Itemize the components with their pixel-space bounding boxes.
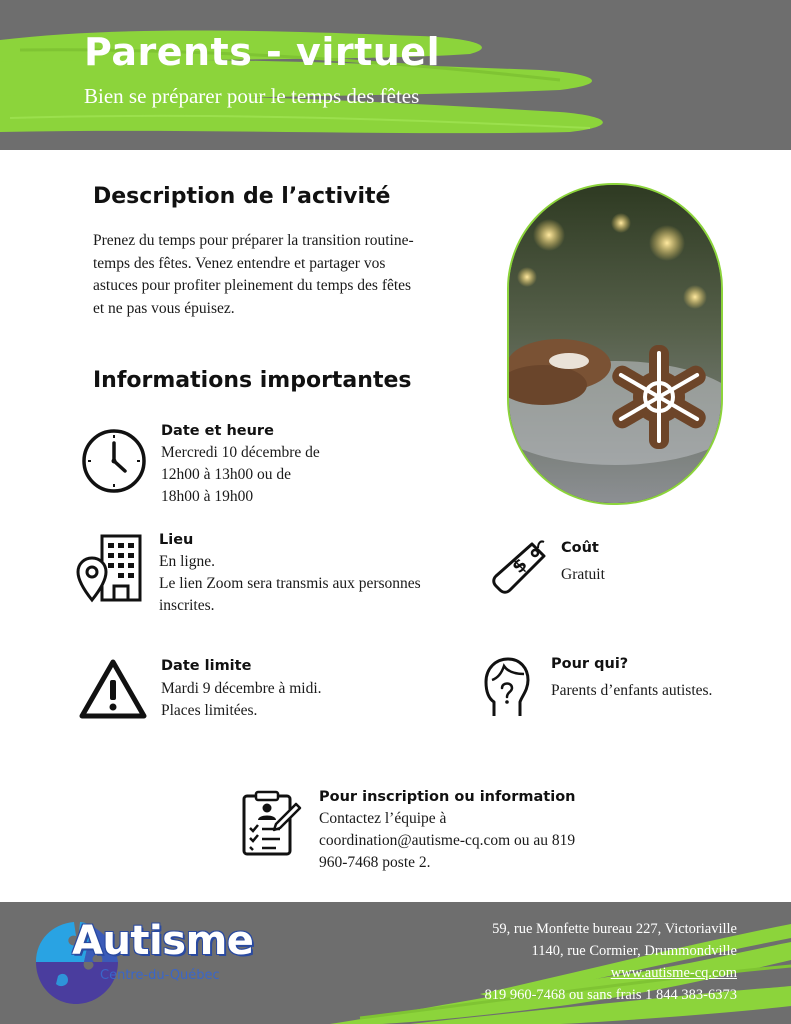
autisme-logo [32, 916, 254, 1008]
pour-qui-value: Parents d’enfants autistes. [551, 682, 713, 699]
logo-subtitle: Centre-du-Québec [100, 968, 220, 983]
cout-label: Coût [561, 540, 599, 556]
date-value: Mercredi 10 décembre de 12h00 à 13h00 ou de 18h00 à 19h00 [161, 444, 320, 505]
clipboard-icon [240, 790, 304, 858]
price-tag-icon [486, 538, 548, 600]
page-subtitle: Bien se préparer pour le temps des fêtes [84, 84, 420, 108]
lieu-value: En ligne. Le lien Zoom sera transmis aux personnes inscrites. [159, 553, 421, 614]
warning-icon [78, 658, 148, 720]
contact-block [484, 918, 737, 1006]
address-victoriaville: 59, rue Monfette bureau 227, Victoriaville [492, 921, 737, 937]
address-drummondville: 1140, rue Cormier, Drummondville [531, 943, 737, 959]
lieu-label: Lieu [159, 532, 194, 548]
location-building-icon [76, 532, 148, 604]
cout-value: Gratuit [561, 566, 605, 583]
limite-label: Date limite [161, 658, 252, 674]
green-brush-stroke [0, 0, 791, 150]
limite-value: Mardi 9 décembre à midi. Places limitées. [161, 680, 322, 719]
page-title: Parents - virtuel [84, 30, 441, 74]
phone-numbers: 819 960-7468 ou sans frais 1 844 383-6373 [484, 987, 737, 1003]
description-text: Prenez du temps pour préparer la transition routine-temps des fêtes. Venez entendre et partager vos astuces pour profiter pleinement du temps des fêtes et ne pas vous épuisez. [93, 232, 414, 317]
logo-wordmark: Autisme [72, 918, 254, 964]
inscription-value: Contactez l’équipe à coordination@autisme-cq.com ou au 819 960-7468 poste 2. [319, 810, 576, 871]
svg-text:$: $ [507, 554, 532, 578]
person-question-icon [484, 656, 530, 718]
website-link[interactable]: www.autisme-cq.com [610, 965, 737, 981]
pour-qui-label: Pour qui? [551, 656, 629, 672]
inscription-label: Pour inscription ou information [319, 789, 576, 805]
clock-icon [80, 427, 148, 495]
date-label: Date et heure [161, 423, 274, 439]
info-heading: Informations importantes [93, 368, 412, 393]
header-banner [0, 0, 791, 150]
description-heading: Description de l’activité [93, 184, 391, 209]
cookie-image [509, 185, 721, 503]
footer-banner [0, 902, 791, 1024]
cookie-photo [507, 183, 723, 505]
